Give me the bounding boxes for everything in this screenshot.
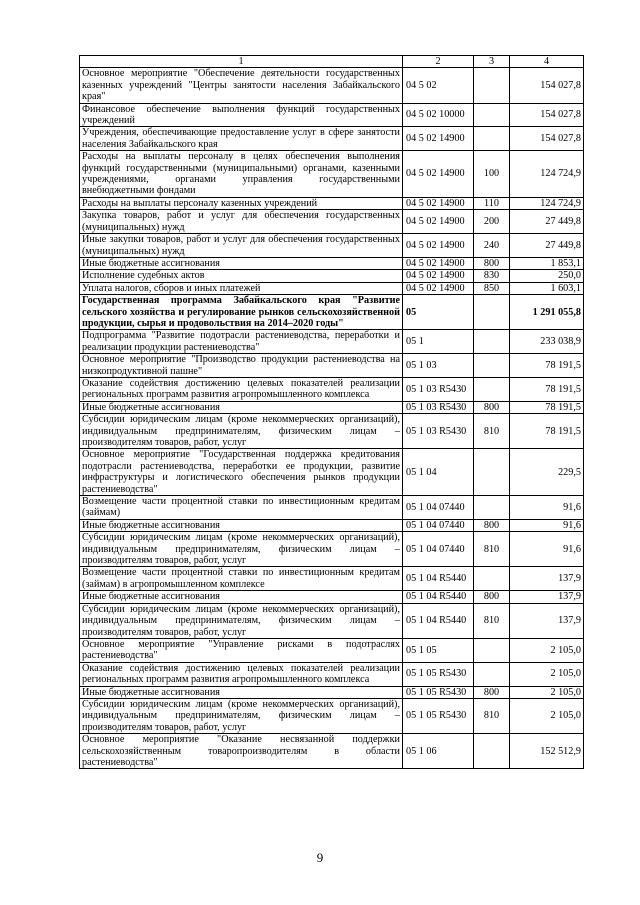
row-code-cell: 05 1 [403, 330, 474, 354]
row-expense-type-cell: 110 [474, 197, 510, 209]
row-expense-type-cell: 810 [474, 532, 510, 567]
row-code-cell: 05 1 03 R5430 [403, 414, 474, 449]
row-name-cell: Иные бюджетные ассигнования [80, 401, 403, 413]
table-row [80, 295, 584, 330]
row-name-cell: Иные бюджетные ассигнования [80, 591, 403, 603]
row-code-cell: 05 1 04 07440 [403, 496, 474, 520]
row-amount-cell: 2 105,0 [510, 698, 584, 733]
row-amount-cell: 152 512,9 [510, 734, 584, 769]
row-amount-cell: 2 105,0 [510, 638, 584, 662]
row-name-cell: Иные бюджетные ассигнования [80, 519, 403, 531]
table-row [80, 532, 584, 567]
row-amount-cell: 27 449,8 [510, 234, 584, 258]
row-amount-cell: 124 724,9 [510, 151, 584, 198]
row-name-cell: Субсидии юридическим лицам (кроме некоммерческих организаций), индивидуальным предпринимателям, физическим лицам – производителям товаров, работ, услуг [80, 414, 403, 449]
row-expense-type-cell: 850 [474, 282, 510, 294]
row-name-cell: Основное мероприятие "Производство продукции растениеводства на низкопродуктивной пашне" [80, 354, 403, 378]
table-row [80, 210, 584, 234]
row-name-cell: Субсидии юридическим лицам (кроме некоммерческих организаций), индивидуальным предпринимателям, физическим лицам – производителям товаров, работ, услуг [80, 603, 403, 638]
row-amount-cell: 78 191,5 [510, 414, 584, 449]
row-amount-cell: 154 027,8 [510, 68, 584, 103]
table-header-row [80, 56, 584, 68]
row-code-cell: 05 1 05 R5430 [403, 686, 474, 698]
row-name-cell: Иные закупки товаров, работ и услуг для обеспечения государственных (муниципальных) нужд [80, 234, 403, 258]
row-amount-cell: 1 603,1 [510, 282, 584, 294]
row-expense-type-cell: 830 [474, 270, 510, 282]
table-row [80, 270, 584, 282]
row-expense-type-cell: 100 [474, 151, 510, 198]
row-name-cell: Исполнение судебных актов [80, 270, 403, 282]
row-expense-type-cell [474, 295, 510, 330]
table-row [80, 197, 584, 209]
table-row [80, 698, 584, 733]
row-name-cell: Подпрограмма "Развитие подотрасли растениеводства, переработки и реализации продукции растениеводства" [80, 330, 403, 354]
row-name-cell: Основное мероприятие "Государственная поддержка кредитования подотрасли растениеводства, переработки ее продукции, развитие инфраструктуры и логистического обеспечения рынков продукции растениеводства" [80, 449, 403, 496]
row-code-cell: 05 1 04 R5440 [403, 567, 474, 591]
row-code-cell: 04 5 02 14900 [403, 234, 474, 258]
row-code-cell: 04 5 02 14900 [403, 127, 474, 151]
table-row [80, 638, 584, 662]
table-row [80, 496, 584, 520]
row-amount-cell: 137,9 [510, 603, 584, 638]
row-expense-type-cell [474, 567, 510, 591]
row-expense-type-cell: 810 [474, 698, 510, 733]
row-amount-cell: 2 105,0 [510, 686, 584, 698]
row-expense-type-cell [474, 449, 510, 496]
header-col-1: 1 [80, 56, 403, 68]
row-name-cell: Возмещение части процентной ставки по инвестиционным кредитам (займам) [80, 496, 403, 520]
row-name-cell: Уплата налогов, сборов и иных платежей [80, 282, 403, 294]
row-amount-cell: 78 191,5 [510, 354, 584, 378]
row-expense-type-cell [474, 496, 510, 520]
row-code-cell: 05 1 04 R5440 [403, 591, 474, 603]
row-code-cell: 05 1 04 R5440 [403, 603, 474, 638]
header-col-4: 4 [510, 56, 584, 68]
table-row [80, 519, 584, 531]
row-name-cell: Государственная программа Забайкальского края "Развитие сельского хозяйства и регулирование рынков сельскохозяйственной продукции, сырья и продовольствия на 2014–2020 годы" [80, 295, 403, 330]
row-expense-type-cell [474, 127, 510, 151]
row-expense-type-cell [474, 638, 510, 662]
row-amount-cell: 27 449,8 [510, 210, 584, 234]
table-row [80, 151, 584, 198]
row-amount-cell: 2 105,0 [510, 662, 584, 686]
row-code-cell: 05 1 05 R5430 [403, 698, 474, 733]
row-code-cell: 04 5 02 14900 [403, 257, 474, 269]
table-row [80, 103, 584, 127]
row-code-cell: 04 5 02 14900 [403, 151, 474, 198]
row-amount-cell: 1 291 055,8 [510, 295, 584, 330]
table-row [80, 591, 584, 603]
table-row [80, 257, 584, 269]
row-code-cell: 05 1 05 [403, 638, 474, 662]
row-amount-cell: 229,5 [510, 449, 584, 496]
row-code-cell: 04 5 02 10000 [403, 103, 474, 127]
row-name-cell: Иные бюджетные ассигнования [80, 686, 403, 698]
row-expense-type-cell [474, 68, 510, 103]
row-code-cell: 05 1 06 [403, 734, 474, 769]
row-code-cell: 04 5 02 14900 [403, 210, 474, 234]
row-name-cell: Финансовое обеспечение выполнения функций государственных учреждений [80, 103, 403, 127]
table-row [80, 282, 584, 294]
row-expense-type-cell: 240 [474, 234, 510, 258]
table-row [80, 449, 584, 496]
row-expense-type-cell: 810 [474, 414, 510, 449]
row-name-cell: Основное мероприятие "Управление рисками в подотраслях растениеводства" [80, 638, 403, 662]
table-row [80, 127, 584, 151]
row-amount-cell: 233 038,9 [510, 330, 584, 354]
table-row [80, 377, 584, 401]
row-amount-cell: 91,6 [510, 496, 584, 520]
table-row [80, 68, 584, 103]
row-name-cell: Учреждения, обеспечивающие предоставление услуг в сфере занятости населения Забайкальского края [80, 127, 403, 151]
table-row [80, 603, 584, 638]
row-name-cell: Оказание содействия достижению целевых показателей реализации региональных программ развития агропромышленного комплекса [80, 662, 403, 686]
header-col-3: 3 [474, 56, 510, 68]
table-row [80, 234, 584, 258]
row-name-cell: Расходы на выплаты персоналу в целях обеспечения выполнения функций государственными (муниципальными) органами, казенными учреждениями, органами управления государственными внебюджетными фондами [80, 151, 403, 198]
table-row [80, 354, 584, 378]
table-row [80, 414, 584, 449]
row-amount-cell: 124 724,9 [510, 197, 584, 209]
row-expense-type-cell [474, 330, 510, 354]
row-expense-type-cell [474, 734, 510, 769]
row-expense-type-cell: 800 [474, 519, 510, 531]
row-name-cell: Субсидии юридическим лицам (кроме некоммерческих организаций), индивидуальным предпринимателям, физическим лицам – производителям товаров, работ, услуг [80, 698, 403, 733]
row-name-cell: Расходы на выплаты персоналу казенных учреждений [80, 197, 403, 209]
row-amount-cell: 78 191,5 [510, 377, 584, 401]
row-amount-cell: 137,9 [510, 591, 584, 603]
header-col-2: 2 [403, 56, 474, 68]
budget-table-body [80, 56, 584, 769]
row-code-cell: 04 5 02 14900 [403, 282, 474, 294]
row-amount-cell: 250,0 [510, 270, 584, 282]
row-amount-cell: 154 027,8 [510, 103, 584, 127]
row-code-cell: 05 1 04 07440 [403, 532, 474, 567]
row-code-cell: 04 5 02 14900 [403, 197, 474, 209]
row-name-cell: Иные бюджетные ассигнования [80, 257, 403, 269]
budget-table [79, 55, 584, 769]
row-code-cell: 05 1 03 R5430 [403, 377, 474, 401]
row-name-cell: Закупка товаров, работ и услуг для обеспечения государственных (муниципальных) нужд [80, 210, 403, 234]
row-code-cell: 05 1 05 R5430 [403, 662, 474, 686]
row-code-cell: 05 1 04 07440 [403, 519, 474, 531]
row-amount-cell: 91,6 [510, 532, 584, 567]
table-row [80, 330, 584, 354]
table-row [80, 567, 584, 591]
row-expense-type-cell: 800 [474, 401, 510, 413]
row-code-cell: 04 5 02 [403, 68, 474, 103]
page-number: 9 [316, 850, 324, 865]
row-code-cell: 04 5 02 14900 [403, 270, 474, 282]
row-expense-type-cell: 200 [474, 210, 510, 234]
table-row [80, 686, 584, 698]
row-name-cell: Оказание содействия достижению целевых показателей реализации региональных программ развития агропромышленного комплекса [80, 377, 403, 401]
row-code-cell: 05 [403, 295, 474, 330]
row-expense-type-cell: 800 [474, 686, 510, 698]
table-row [80, 401, 584, 413]
row-expense-type-cell: 800 [474, 257, 510, 269]
row-name-cell: Возмещение части процентной ставки по инвестиционным кредитам (займам) в агропромышленном комплексе [80, 567, 403, 591]
row-expense-type-cell: 800 [474, 591, 510, 603]
row-code-cell: 05 1 03 R5430 [403, 401, 474, 413]
row-code-cell: 05 1 03 [403, 354, 474, 378]
row-code-cell: 05 1 04 [403, 449, 474, 496]
row-name-cell: Субсидии юридическим лицам (кроме некоммерческих организаций), индивидуальным предпринимателям, физическим лицам – производителям товаров, работ, услуг [80, 532, 403, 567]
row-amount-cell: 91,6 [510, 519, 584, 531]
row-expense-type-cell [474, 662, 510, 686]
row-expense-type-cell [474, 377, 510, 401]
row-amount-cell: 78 191,5 [510, 401, 584, 413]
row-name-cell: Основное мероприятие "Оказание несвязанной поддержки сельскохозяйственным товаропроизводителям в области растениеводства" [80, 734, 403, 769]
row-amount-cell: 137,9 [510, 567, 584, 591]
row-expense-type-cell: 810 [474, 603, 510, 638]
row-expense-type-cell [474, 354, 510, 378]
table-row [80, 734, 584, 769]
row-expense-type-cell [474, 103, 510, 127]
row-name-cell: Основное мероприятие "Обеспечение деятельности государственных казенных учреждений "Центры занятости населения Забайкальского края" [80, 68, 403, 103]
table-row [80, 662, 584, 686]
row-amount-cell: 154 027,8 [510, 127, 584, 151]
row-amount-cell: 1 853,1 [510, 257, 584, 269]
